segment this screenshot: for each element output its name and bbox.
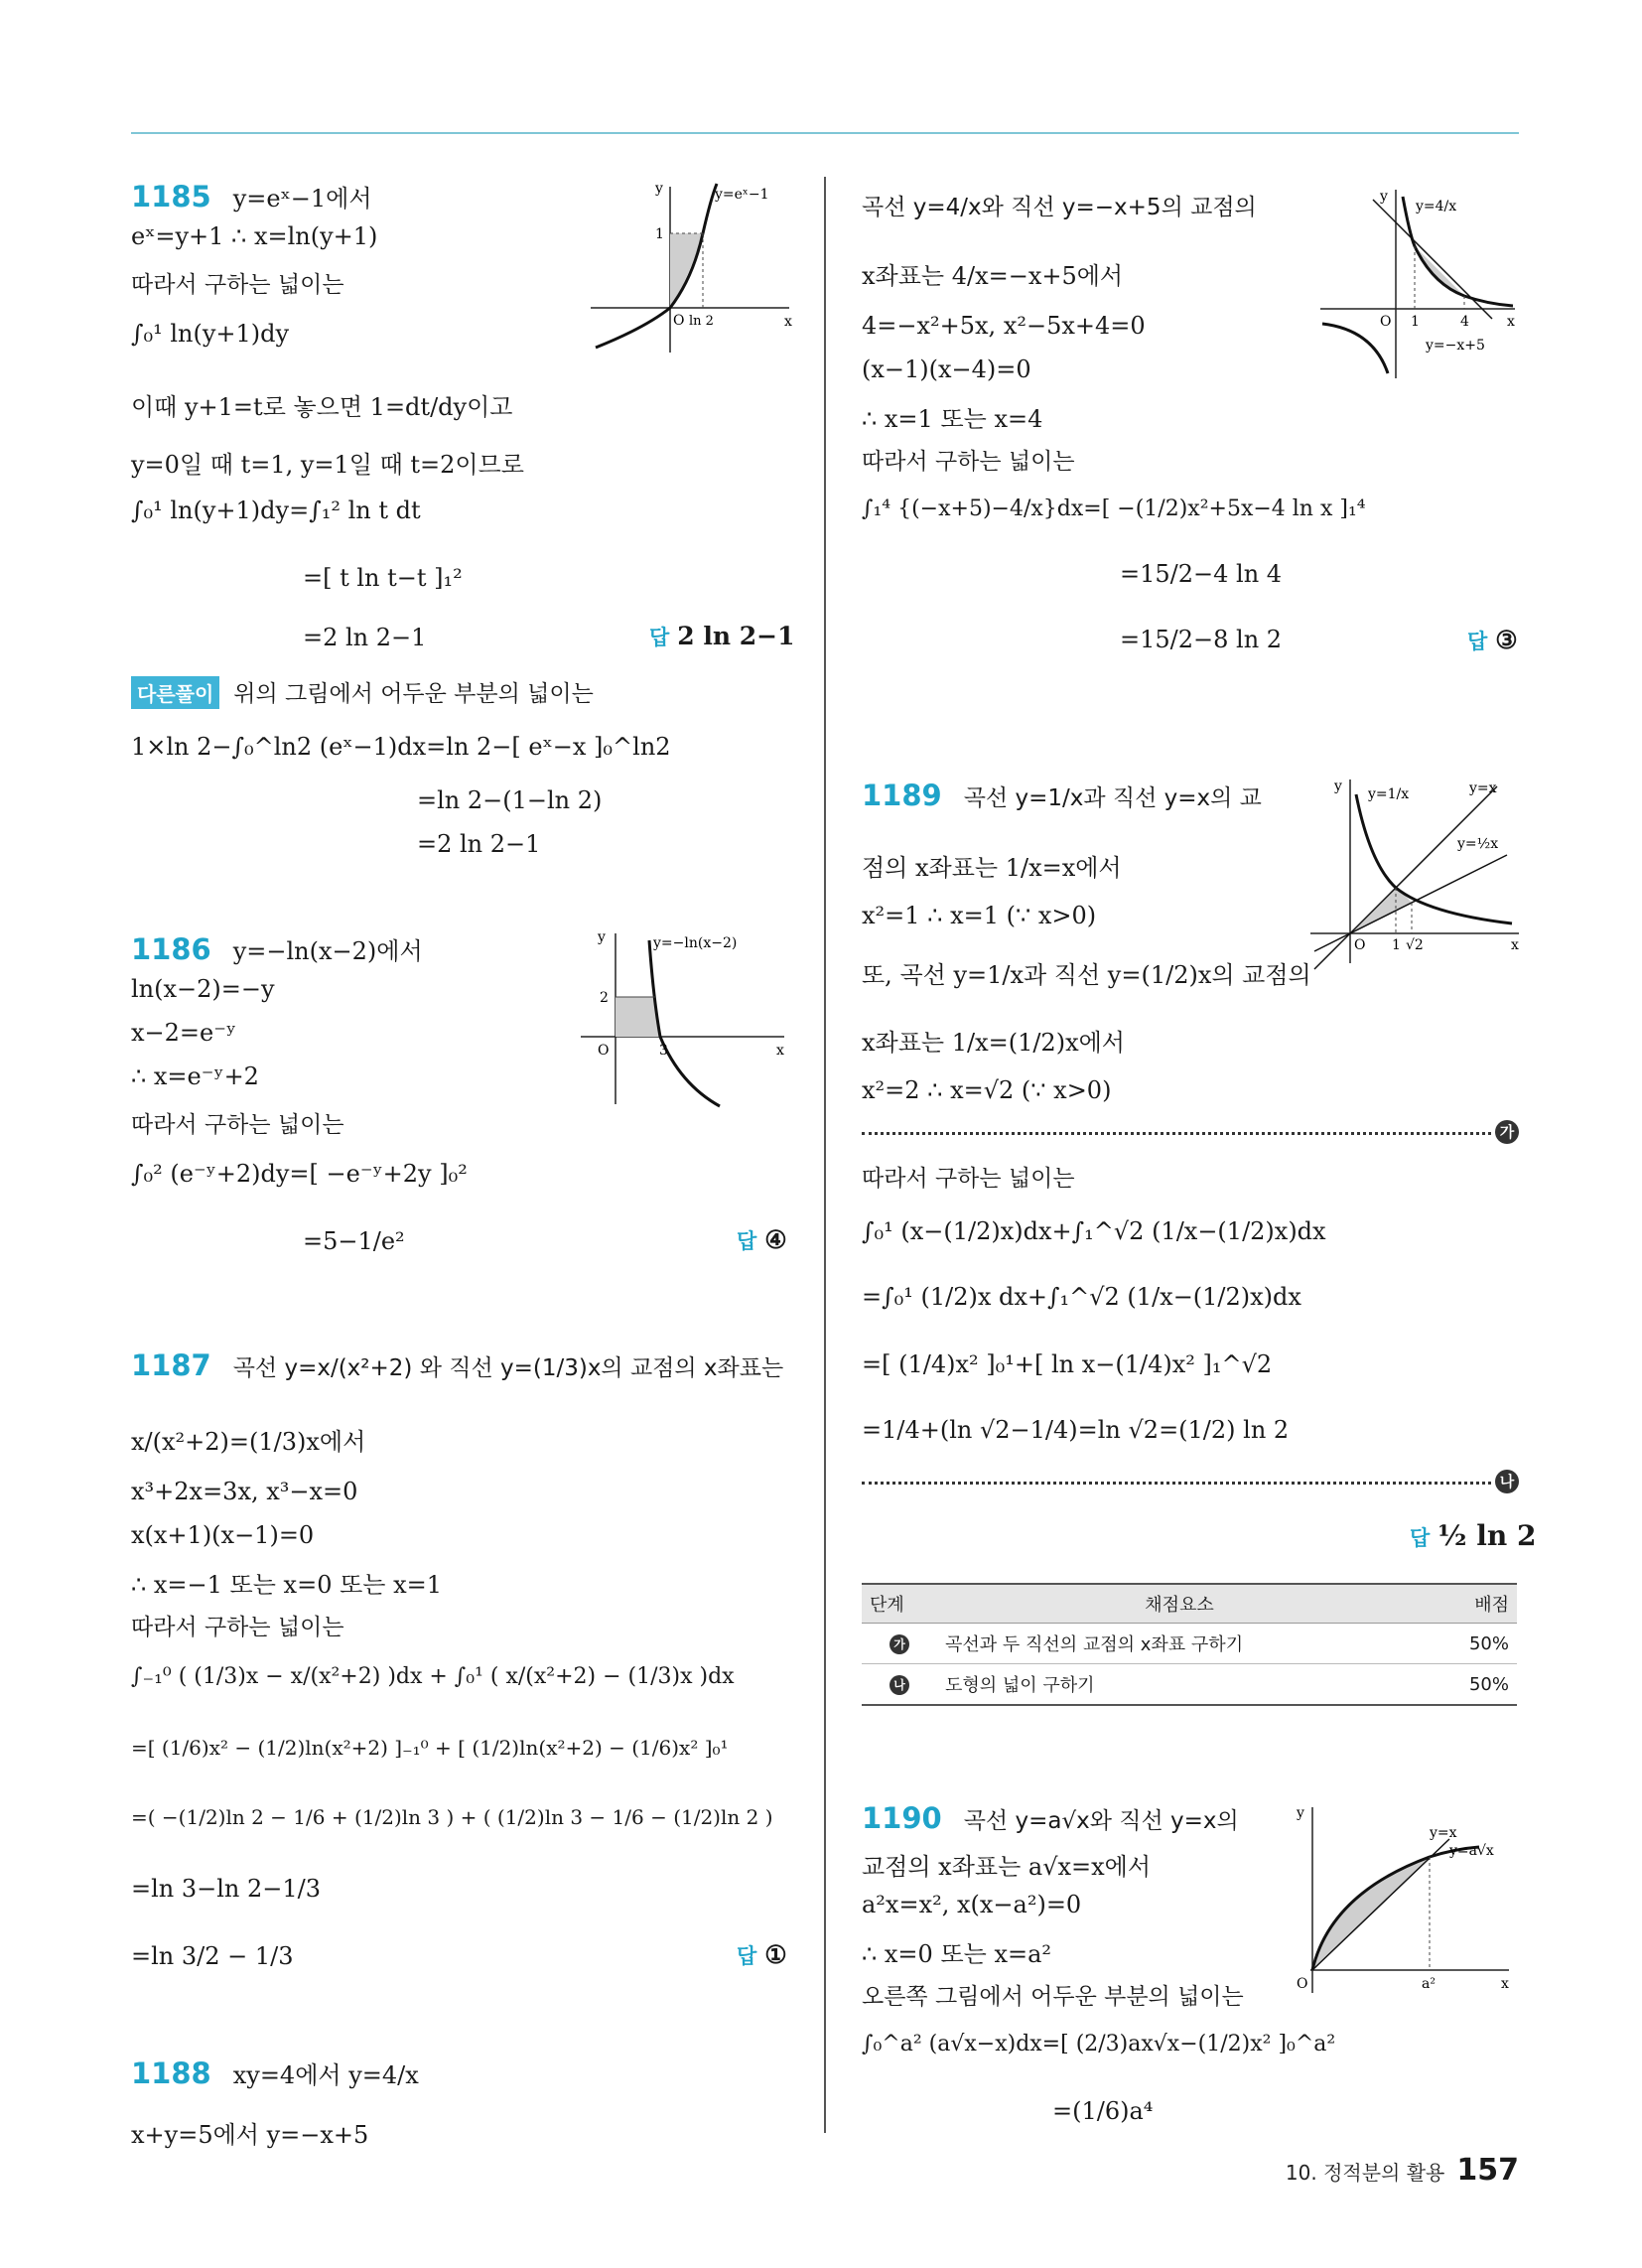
solution-line: 이때 y+1=t로 놓으면 1=dt/dy이고 <box>131 393 513 421</box>
table-header: 배점 <box>1422 1584 1517 1624</box>
solution-line: =15/2−8 ln 2 <box>1120 626 1283 653</box>
solution-line: ∴ x=e⁻ʸ+2 <box>131 1063 259 1090</box>
solution-line: =( −(1/2)ln 2 − 1/6 + (1/2)ln 3 ) + ( (1/2)ln 3 − 1/6 − (1/2)ln 2 ) <box>131 1805 773 1829</box>
problem-number: 1185 <box>131 180 211 213</box>
page-footer <box>1286 2153 1519 2188</box>
shaded-region <box>1350 888 1412 933</box>
table-cell: 50% <box>1422 1664 1517 1706</box>
solution-line: ∫₀¹ ln(y+1)dy=∫₁² ln t dt <box>131 496 421 524</box>
problem-number: 1190 <box>862 1801 942 1835</box>
origin-label: O <box>1380 314 1392 330</box>
problem-1185-header <box>131 179 372 213</box>
x-label: x <box>1507 314 1515 330</box>
tick-label: 4 <box>1460 314 1469 330</box>
problem-1187-header <box>131 1348 783 1382</box>
table-cell: 도형의 넓이 구하기 <box>937 1664 1422 1706</box>
x-label: x <box>1501 1976 1509 1992</box>
table-row <box>862 1664 1517 1706</box>
problem-number: 1187 <box>131 1348 211 1382</box>
graph-1188 <box>1318 185 1517 383</box>
solution-line: x−2=e⁻ʸ <box>131 1019 237 1047</box>
graph-1186 <box>576 925 794 1114</box>
solution-line: 곡선 y=4/x와 직선 y=−x+5의 교점의 <box>862 195 1257 220</box>
y-label: y <box>1297 1805 1304 1821</box>
table-header: 단계 <box>862 1584 937 1624</box>
table-cell: 곡선과 두 직선의 교점의 x좌표 구하기 <box>937 1624 1422 1664</box>
solution-line: x+y=5에서 y=−x+5 <box>131 2121 369 2149</box>
solution-line: 또, 곡선 y=1/x과 직선 y=(1/2)x의 교점의 <box>862 961 1311 989</box>
problem-1190-header <box>862 1801 1239 1835</box>
table-header: 채점요소 <box>937 1584 1422 1624</box>
solution-line: (x−1)(x−4)=0 <box>862 355 1031 383</box>
header-rule <box>131 132 1519 134</box>
solution-line: x좌표는 1/x=(1/2)x에서 <box>862 1029 1125 1057</box>
curve-branch <box>1322 324 1388 373</box>
problem-1186-header <box>131 931 423 966</box>
answer-value: ④ <box>764 1225 787 1254</box>
y-label: y <box>1380 189 1388 205</box>
origin-label: O <box>1354 937 1366 953</box>
graph-1189 <box>1308 775 1522 973</box>
solution-line: =1/4+(ln √2−1/4)=ln √2=(1/2) ln 2 <box>862 1416 1290 1444</box>
solution-line: ∴ x=−1 또는 x=0 또는 x=1 <box>131 1571 443 1599</box>
tick-label: 1 <box>1411 314 1420 330</box>
problem-1189-header <box>862 779 1262 812</box>
line <box>1373 200 1492 319</box>
table-row <box>862 1624 1517 1664</box>
table-cell: 50% <box>1422 1624 1517 1664</box>
problem-number: 1186 <box>131 932 211 966</box>
line-label: y=x <box>1430 1825 1457 1841</box>
answer-label: 답 <box>737 1944 757 1968</box>
solution-line: 교점의 x좌표는 a√x=x에서 <box>862 1853 1152 1881</box>
answer-label: 답 <box>737 1229 757 1253</box>
origin-label: O <box>673 313 685 329</box>
problem-number: 1189 <box>862 779 942 812</box>
solution-line: 오른쪽 그림에서 어두운 부분의 넓이는 <box>862 1984 1244 2010</box>
solution-line: xy=4에서 y=4/x <box>232 2061 419 2089</box>
problem-number: 1188 <box>131 2056 211 2090</box>
solution-line: x좌표는 4/x=−x+5에서 <box>862 262 1124 290</box>
solution-line: 따라서 구하는 넓이는 <box>131 1112 344 1138</box>
answer-1185 <box>649 622 795 651</box>
answer-label: 답 <box>1467 630 1488 653</box>
solution-line: =[ (1/4)x² ]₀¹+[ ln x−(1/4)x² ]₁^√2 <box>862 1350 1273 1378</box>
graph-1190 <box>1291 1799 1519 1998</box>
line-label: y=−x+5 <box>1426 338 1485 354</box>
tick-label: 2 <box>600 990 609 1006</box>
solution-line: ∫₀² (e⁻ʸ+2)dy=[ −e⁻ʸ+2y ]₀² <box>131 1160 468 1188</box>
tick-label: 1 <box>1392 937 1401 953</box>
solution-line: 따라서 구하는 넓이는 <box>862 1166 1075 1192</box>
solution-line: y=eˣ−1에서 <box>232 185 372 213</box>
solution-line: ∫₁⁴ {(−x+5)−4/x}dx=[ −(1/2)x²+5x−4 ln x ]₁⁴ <box>862 496 1366 521</box>
scoring-table <box>862 1583 1517 1706</box>
curve-label: y=4/x <box>1416 199 1457 214</box>
answer-label: 답 <box>1410 1526 1431 1550</box>
solution-line: a²x=x², x(x−a²)=0 <box>862 1891 1082 1918</box>
problem-1188-header <box>131 2055 419 2090</box>
solution-line: x³+2x=3x, x³−x=0 <box>131 1478 358 1505</box>
solution-line: x(x+1)(x−1)=0 <box>131 1521 315 1549</box>
solution-line: 따라서 구하는 넓이는 <box>131 272 344 298</box>
solution-line: ∫₀^a² (a√x−x)dx=[ (2/3)ax√x−(1/2)x² ]₀^a² <box>862 2032 1336 2056</box>
solution-line: 곡선 y=1/x과 직선 y=x의 교 <box>963 785 1262 811</box>
solution-line: =15/2−4 ln 4 <box>1120 560 1283 588</box>
curve-label: y=1/x <box>1368 786 1410 802</box>
graph-1185 <box>586 179 804 357</box>
shaded-region <box>1415 246 1464 296</box>
page-number: 157 <box>1456 2153 1519 2188</box>
y-label: y <box>655 181 663 197</box>
table-cell <box>862 1624 937 1664</box>
solution-line: =[ (1/6)x² − (1/2)ln(x²+2) ]₋₁⁰ + [ (1/2)ln(x²+2) − (1/6)x² ]₀¹ <box>131 1736 729 1760</box>
solution-line: 4=−x²+5x, x²−5x+4=0 <box>862 312 1146 340</box>
answer-value: ① <box>764 1940 787 1969</box>
solution-line: y=0일 때 t=1, y=1일 때 t=2이므로 <box>131 451 524 479</box>
tick-label: ln 2 <box>689 314 714 329</box>
step-marker: 가 <box>889 1634 909 1654</box>
solution-line: ∴ x=1 또는 x=4 <box>862 405 1043 433</box>
solution-line: 따라서 구하는 넓이는 <box>862 449 1075 475</box>
solution-line: ∫₀¹ (x−(1/2)x)dx+∫₁^√2 (1/x−(1/2)x)dx <box>862 1217 1326 1245</box>
solution-line: eˣ=y+1 ∴ x=ln(y+1) <box>131 222 378 250</box>
solution-line: 위의 그림에서 어두운 부분의 넓이는 <box>233 681 594 707</box>
y-label: y <box>1334 779 1342 794</box>
solution-line: 1×ln 2−∫₀^ln2 (eˣ−1)dx=ln 2−[ eˣ−x ]₀^ln2 <box>131 733 671 761</box>
step-marker: 나 <box>1495 1470 1519 1493</box>
step-marker: 나 <box>889 1675 909 1695</box>
solution-line: =[ t ln t−t ]₁² <box>303 564 463 592</box>
solution-line: x²=2 ∴ x=√2 (∵ x>0) <box>862 1076 1112 1104</box>
dotted-separator <box>862 1482 1491 1485</box>
solution-line: 곡선 y=a√x와 직선 y=x의 <box>963 1808 1239 1834</box>
x-label: x <box>776 1043 784 1059</box>
solution-line: x/(x²+2)=(1/3)x에서 <box>131 1428 366 1456</box>
answer-value: 2 ln 2−1 <box>677 622 795 650</box>
solution-line: 따라서 구하는 넓이는 <box>131 1615 344 1640</box>
solution-line: =2 ln 2−1 <box>417 830 541 858</box>
solution-line: ∫₋₁⁰ ( (1/3)x − x/(x²+2) )dx + ∫₀¹ ( x/(x²+2) − (1/3)x )dx <box>131 1664 735 1689</box>
origin-label: O <box>598 1043 610 1059</box>
solution-line: ln(x−2)=−y <box>131 975 275 1003</box>
curve <box>649 940 720 1106</box>
solution-line: =∫₀¹ (1/2)x dx+∫₁^√2 (1/x−(1/2)x)dx <box>862 1283 1301 1311</box>
curve-label: y=−ln(x−2) <box>653 935 738 951</box>
solution-line: =ln 3/2 − 1/3 <box>131 1942 294 1970</box>
tick-label: 3 <box>659 1043 668 1059</box>
answer-1188 <box>1467 626 1518 655</box>
origin-label: O <box>1297 1976 1308 1992</box>
chapter-title: 10. 정적분의 활용 <box>1285 2161 1445 2185</box>
x-label: x <box>784 314 792 330</box>
dotted-separator <box>862 1132 1491 1135</box>
line <box>1312 1839 1449 1970</box>
solution-line: ∫₀¹ ln(y+1)dy <box>131 320 290 348</box>
solution-line: y=−ln(x−2)에서 <box>232 937 423 965</box>
answer-1187 <box>737 1940 787 1970</box>
solution-line: ∴ x=0 또는 x=a² <box>862 1940 1052 1968</box>
curve-label: y=a√x <box>1449 1843 1494 1859</box>
answer-label: 답 <box>649 626 670 649</box>
y-label: y <box>598 929 606 945</box>
curve <box>1312 1847 1479 1970</box>
tick-label: a² <box>1422 1976 1436 1992</box>
line-label: y=x <box>1469 780 1497 796</box>
curve-label: y=eˣ−1 <box>715 187 769 203</box>
x-label: x <box>1511 937 1519 953</box>
solution-line: =(1/6)a⁴ <box>1052 2097 1154 2125</box>
answer-value: ½ ln 2 <box>1437 1519 1537 1552</box>
solution-line: 곡선 y=x/(x²+2) 와 직선 y=(1/3)x의 교점의 x좌표는 <box>232 1355 784 1381</box>
shaded-region <box>670 233 703 308</box>
alt-solution-header <box>131 675 594 709</box>
table-cell <box>862 1664 937 1706</box>
answer-value: ③ <box>1495 626 1518 654</box>
line-label: y=½x <box>1457 836 1499 852</box>
shaded-region <box>616 997 660 1037</box>
answer-1186 <box>737 1225 787 1255</box>
solution-line: =ln 2−(1−ln 2) <box>417 786 603 814</box>
solution-line: =5−1/e² <box>303 1227 405 1255</box>
solution-line: =ln 3−ln 2−1/3 <box>131 1875 322 1903</box>
answer-1189 <box>1410 1519 1536 1552</box>
step-marker: 가 <box>1495 1120 1519 1144</box>
tick-label: 1 <box>655 226 664 242</box>
solution-line: =2 ln 2−1 <box>303 624 427 651</box>
column-divider <box>824 177 826 2133</box>
solution-line: 점의 x좌표는 1/x=x에서 <box>862 854 1122 882</box>
alt-solution-badge: 다른풀이 <box>131 676 219 709</box>
tick-label: √2 <box>1406 937 1424 953</box>
solution-line: x²=1 ∴ x=1 (∵ x>0) <box>862 902 1097 929</box>
